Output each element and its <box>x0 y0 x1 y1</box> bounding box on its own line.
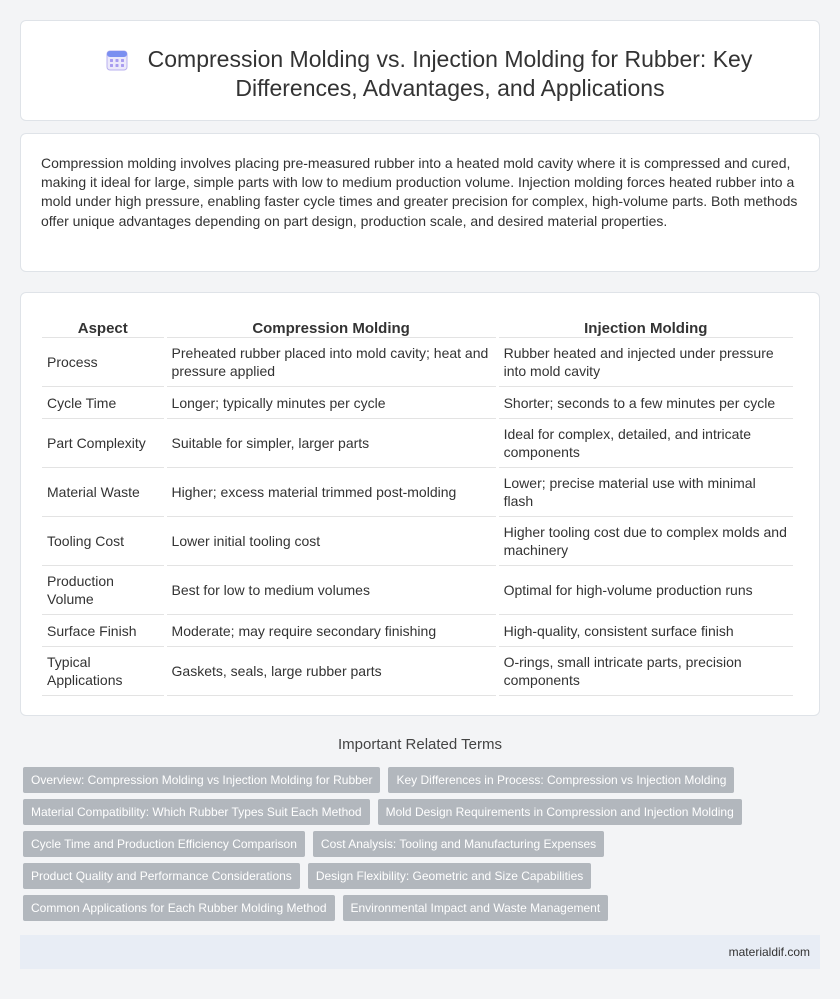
related-tag[interactable]: Mold Design Requirements in Compression and Injection Molding <box>378 799 742 825</box>
related-tag[interactable]: Overview: Compression Molding vs Injection Molding for Rubber <box>23 767 380 793</box>
row-aspect: Part Complexity <box>42 419 164 468</box>
tag-row <box>23 767 734 793</box>
row-aspect: Cycle Time <box>42 387 164 419</box>
tag-row <box>23 895 608 921</box>
related-tag[interactable]: Cost Analysis: Tooling and Manufacturing Expenses <box>313 831 604 857</box>
row-aspect: Production Volume <box>42 566 164 615</box>
comparison-table <box>39 312 796 696</box>
row-compression: Gaskets, seals, large rubber parts <box>167 647 496 696</box>
footer <box>20 935 820 969</box>
row-compression: Suitable for simpler, larger parts <box>167 419 496 468</box>
related-tag[interactable]: Common Applications for Each Rubber Molding Method <box>23 895 335 921</box>
header-aspect: Aspect <box>42 312 164 338</box>
comparison-table-card <box>20 292 820 716</box>
table-row <box>42 566 793 615</box>
related-tag[interactable]: Key Differences in Process: Compression vs Injection Molding <box>388 767 734 793</box>
row-aspect: Process <box>42 338 164 387</box>
row-compression: Best for low to medium volumes <box>167 566 496 615</box>
table-row <box>42 615 793 647</box>
tag-row <box>23 863 591 889</box>
row-compression: Preheated rubber placed into mold cavity; heat and pressure applied <box>167 338 496 387</box>
row-injection: Higher tooling cost due to complex molds and machinery <box>499 517 793 566</box>
related-tag[interactable]: Material Compatibility: Which Rubber Types Suit Each Method <box>23 799 370 825</box>
footer-site-link[interactable]: materialdif.com <box>728 945 810 959</box>
table-row <box>42 338 793 387</box>
intro-paragraph: Compression molding involves placing pre-measured rubber into a heated mold cavity where it is compressed and cured, making it ideal for large, simple parts with low to medium production volume. Injection molding forces heated rubber into a mold under high pressure, enabling faster cycle times and greater precision for complex, high-volume parts. Both methods offer unique advantages depending on part design, production scale, and desired material properties. <box>41 155 798 229</box>
related-tag[interactable]: Cycle Time and Production Efficiency Comparison <box>23 831 305 857</box>
related-terms-title: Important Related Terms <box>338 736 502 753</box>
header-injection: Injection Molding <box>499 312 793 338</box>
row-injection: O-rings, small intricate parts, precision components <box>499 647 793 696</box>
row-aspect: Surface Finish <box>42 615 164 647</box>
table-row <box>42 647 793 696</box>
row-injection: High-quality, consistent surface finish <box>499 615 793 647</box>
row-injection: Optimal for high-volume production runs <box>499 566 793 615</box>
page-title: Compression Molding vs. Injection Molding for Rubber: Key Differences, Advantages, and Applications <box>147 46 753 101</box>
table-row <box>42 419 793 468</box>
row-aspect: Material Waste <box>42 468 164 517</box>
row-compression: Higher; excess material trimmed post-molding <box>167 468 496 517</box>
related-tag[interactable]: Environmental Impact and Waste Management <box>343 895 609 921</box>
table-row <box>42 468 793 517</box>
row-compression: Moderate; may require secondary finishing <box>167 615 496 647</box>
related-tag[interactable]: Product Quality and Performance Considerations <box>23 863 300 889</box>
table-row <box>42 517 793 566</box>
row-compression: Lower initial tooling cost <box>167 517 496 566</box>
header-compression: Compression Molding <box>167 312 496 338</box>
tag-row <box>23 831 604 857</box>
row-injection: Rubber heated and injected under pressure into mold cavity <box>499 338 793 387</box>
row-aspect: Typical Applications <box>42 647 164 696</box>
row-injection: Ideal for complex, detailed, and intricate components <box>499 419 793 468</box>
row-injection: Shorter; seconds to a few minutes per cycle <box>499 387 793 419</box>
intro-card <box>20 133 820 272</box>
row-compression: Longer; typically minutes per cycle <box>167 387 496 419</box>
title-card <box>20 20 820 121</box>
table-row <box>42 387 793 419</box>
tag-row <box>23 799 742 825</box>
row-injection: Lower; precise material use with minimal flash <box>499 468 793 517</box>
related-tag[interactable]: Design Flexibility: Geometric and Size Capabilities <box>308 863 591 889</box>
table-header-row <box>42 312 793 338</box>
row-aspect: Tooling Cost <box>42 517 164 566</box>
